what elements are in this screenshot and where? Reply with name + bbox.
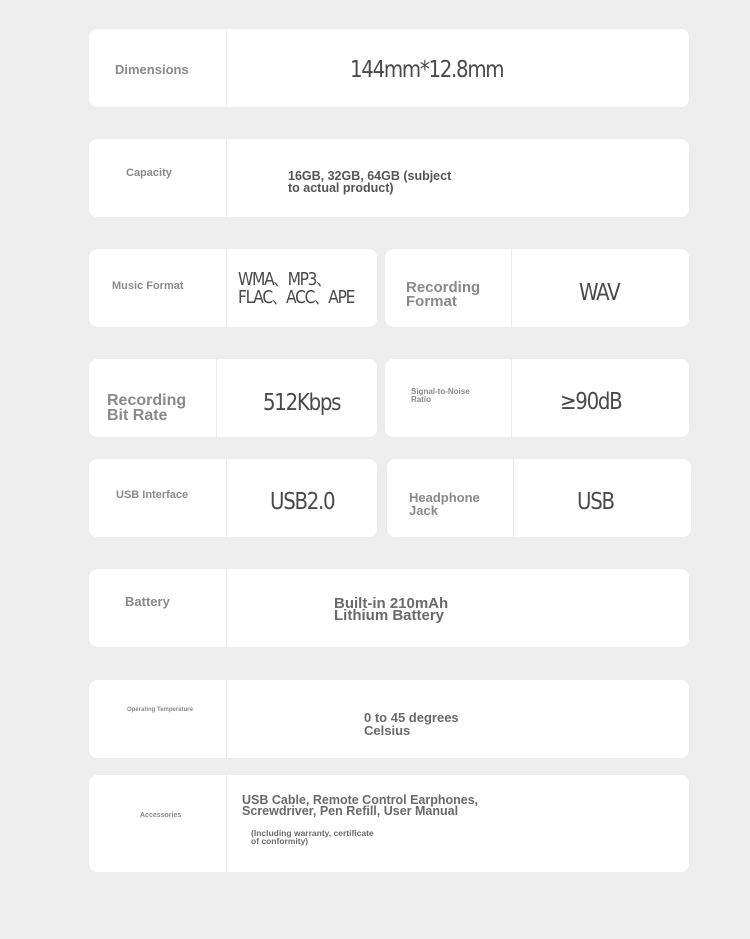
divider (226, 139, 227, 217)
divider (226, 569, 227, 647)
accessories-label: Accessories (140, 812, 182, 819)
recording-bit-rate-label: Recording Bit Rate (107, 392, 187, 424)
spec-row-capacity (89, 139, 689, 217)
divider (216, 359, 217, 437)
divider (511, 359, 512, 437)
spec-row-battery (89, 569, 689, 647)
headphone-jack-value: USB (577, 489, 614, 515)
battery-label: Battery (125, 594, 170, 609)
capacity-label: Capacity (126, 167, 172, 179)
spec-row-operating-temperature (89, 680, 689, 758)
music-format-label: Music Format (112, 280, 184, 292)
recording-bit-rate-value: 512Kbps (263, 390, 341, 416)
accessories-note: (Including warranty, certificate of conformity) (251, 828, 374, 846)
music-format-value: WMA、MP3、 FLAC、ACC、APE (238, 269, 355, 308)
snr-value: ≥90dB (560, 389, 622, 415)
spec-cell-music-format (89, 249, 377, 327)
spec-row-accessories (89, 775, 689, 872)
divider (511, 249, 512, 327)
divider (226, 29, 227, 107)
divider (226, 775, 227, 872)
usb-interface-value: USB2.0 (270, 489, 335, 515)
spec-cell-recording-format (385, 249, 689, 327)
operating-temperature-value: 0 to 45 degrees Celsius (364, 710, 459, 738)
divider (513, 459, 514, 537)
divider (226, 459, 227, 537)
capacity-value: 16GB, 32GB, 64GB (subject to actual product) (288, 169, 452, 195)
spec-cell-headphone-jack (387, 459, 691, 537)
spec-cell-recording-bit-rate (89, 359, 377, 437)
spec-row-dimensions (89, 29, 689, 107)
battery-value: Built-in 210mAh Lithium Battery (334, 595, 449, 624)
recording-format-value: WAV (579, 280, 620, 306)
usb-interface-label: USB Interface (116, 489, 189, 501)
dimensions-label: Dimensions (115, 62, 189, 77)
spec-cell-snr (385, 359, 689, 437)
recording-format-label: Recording Format (406, 279, 481, 310)
snr-label: Signal-to-Noise Ratio (411, 387, 470, 404)
spec-cell-usb-interface (89, 459, 377, 537)
dimensions-value: 144mm*12.8mm (350, 57, 504, 83)
headphone-jack-label: Headphone Jack (409, 490, 480, 518)
divider (226, 249, 227, 327)
accessories-value: USB Cable, Remote Control Earphones, Screwdriver, Pen Refill, User Manual (242, 793, 479, 818)
operating-temperature-label: Operating Temperature (127, 707, 193, 713)
divider (226, 680, 227, 758)
